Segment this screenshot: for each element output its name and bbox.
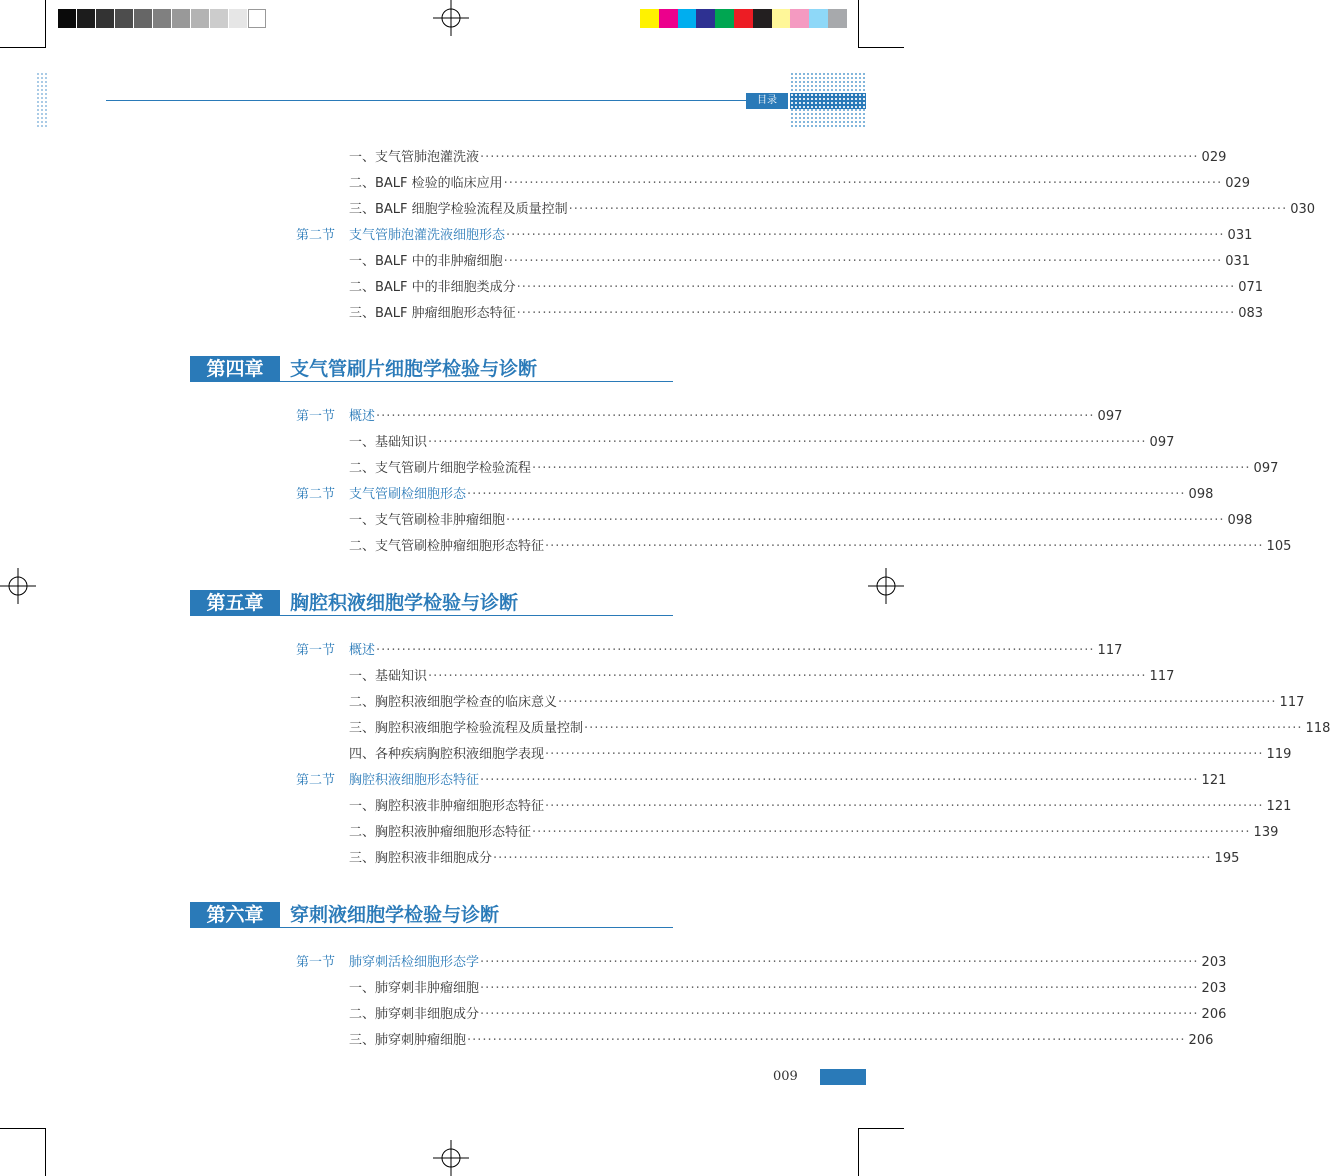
chapter-heading[interactable]	[190, 356, 673, 382]
color-swatch	[58, 9, 76, 28]
dot-leader: ············································································································································	[428, 669, 1147, 684]
entry-page-number: 139	[1253, 825, 1279, 840]
color-swatch	[696, 9, 715, 28]
chapter-rule	[280, 381, 673, 382]
registration-mark-icon	[0, 568, 36, 604]
toc-entry[interactable]	[349, 979, 1227, 999]
dot-leader: ············································································································································	[467, 487, 1186, 502]
entry-page-number: 097	[1253, 461, 1279, 476]
entry-title: 一、肺穿刺非肿瘤细胞	[349, 981, 480, 996]
entry-title: 三、肺穿刺肿瘤细胞	[349, 1033, 467, 1048]
toc-entry[interactable]	[349, 693, 1305, 713]
entry-page-number: 117	[1279, 695, 1305, 710]
entry-page-number: 097	[1149, 435, 1175, 450]
entry-page-number: 031	[1225, 254, 1251, 269]
entry-title: 一、BALF 中的非肿瘤细胞	[349, 254, 503, 269]
entry-page-number: 031	[1227, 228, 1253, 243]
entry-title: 二、支气管刷片细胞学检验流程	[349, 461, 532, 476]
dot-leader: ············································································································································	[503, 176, 1223, 191]
toc-section-entry[interactable]	[349, 407, 1123, 427]
color-swatch	[115, 9, 133, 28]
entry-page-number: 097	[1097, 409, 1123, 424]
toc-entry[interactable]	[349, 667, 1175, 687]
color-swatch	[828, 9, 847, 28]
entry-page-number: 105	[1266, 539, 1292, 554]
entry-title: 三、胸腔积液细胞学检验流程及质量控制	[349, 721, 584, 736]
entry-page-number: 118	[1305, 721, 1330, 736]
page-number: 009	[773, 1069, 798, 1084]
dot-leader: ············································································································································	[545, 747, 1264, 762]
entry-title: 二、BALF 中的非细胞类成分	[349, 280, 516, 295]
entry-page-number: 071	[1238, 280, 1264, 295]
entry-title: 支气管刷检细胞形态	[349, 487, 467, 502]
dot-leader: ············································································································································	[506, 228, 1225, 243]
dot-leader: ············································································································································	[376, 643, 1095, 658]
dot-leader: ············································································································································	[467, 1033, 1186, 1048]
toc-entry[interactable]	[349, 1031, 1214, 1051]
color-swatch	[134, 9, 152, 28]
entry-title: 一、基础知识	[349, 669, 428, 684]
color-swatch	[229, 9, 247, 28]
toc-entry[interactable]	[349, 537, 1292, 557]
toc-section-entry[interactable]	[349, 771, 1227, 791]
entry-title: 三、BALF 肿瘤细胞形态特征	[349, 306, 516, 321]
color-swatch	[172, 9, 190, 28]
chapter-rule	[280, 927, 673, 928]
registration-mark-icon	[433, 1140, 469, 1176]
dot-leader: ············································································································································	[532, 825, 1251, 840]
dot-leader: ············································································································································	[545, 539, 1264, 554]
color-swatch	[77, 9, 95, 28]
entry-title: 二、胸腔积液细胞学检查的临床意义	[349, 695, 558, 710]
entry-page-number: 029	[1225, 176, 1251, 191]
color-swatch	[753, 9, 772, 28]
toc-section-entry[interactable]	[349, 641, 1123, 661]
entry-title: 概述	[349, 643, 376, 658]
crop-mark	[0, 1128, 46, 1129]
dot-leader: ············································································································································	[503, 254, 1223, 269]
section-number: 第一节	[296, 955, 336, 970]
toc-entry[interactable]	[349, 433, 1175, 453]
crop-mark	[858, 1128, 859, 1176]
entry-page-number: 117	[1149, 669, 1175, 684]
chapter-title: 支气管刷片细胞学检验与诊断	[290, 358, 538, 380]
registration-mark-icon	[433, 0, 469, 36]
entry-page-number: 203	[1201, 955, 1227, 970]
toc-section-entry[interactable]	[349, 485, 1214, 505]
color-swatch	[790, 9, 809, 28]
toc-entry[interactable]	[349, 849, 1240, 869]
decorative-dot-pattern	[790, 93, 866, 109]
entry-page-number: 121	[1266, 799, 1292, 814]
header-rule	[106, 100, 746, 101]
toc-entry[interactable]	[349, 745, 1292, 765]
crop-mark	[858, 47, 904, 48]
entry-page-number: 030	[1290, 202, 1316, 217]
section-number: 第二节	[296, 487, 336, 502]
toc-section-entry[interactable]	[349, 226, 1253, 246]
section-number: 第一节	[296, 643, 336, 658]
chapter-rule	[280, 615, 673, 616]
dot-leader: ············································································································································	[376, 409, 1095, 424]
entry-page-number: 083	[1238, 306, 1264, 321]
toc-entry[interactable]	[349, 719, 1330, 739]
toc-entry[interactable]	[349, 823, 1279, 843]
toc-entry[interactable]	[349, 459, 1279, 479]
chapter-title: 穿刺液细胞学检验与诊断	[290, 904, 500, 926]
crop-mark	[858, 0, 859, 48]
chapter-label: 第四章	[190, 356, 280, 382]
entry-page-number: 119	[1266, 747, 1292, 762]
color-swatch	[734, 9, 753, 28]
registration-mark-icon	[868, 568, 904, 604]
entry-title: 四、各种疾病胸腔积液细胞学表现	[349, 747, 545, 762]
dot-leader: ············································································································································	[480, 150, 1199, 165]
toc-section-entry[interactable]	[349, 953, 1227, 973]
entry-page-number: 203	[1201, 981, 1227, 996]
dot-leader: ············································································································································	[568, 202, 1288, 217]
header-tab: 目录	[746, 93, 788, 109]
color-swatch	[248, 9, 266, 28]
dot-leader: ············································································································································	[480, 773, 1199, 788]
entry-page-number: 121	[1201, 773, 1227, 788]
section-number: 第二节	[296, 228, 336, 243]
color-swatch	[640, 9, 659, 28]
dot-leader: ············································································································································	[558, 695, 1277, 710]
dot-leader: ············································································································································	[428, 435, 1147, 450]
entry-title: 一、基础知识	[349, 435, 428, 450]
entry-page-number: 206	[1201, 1007, 1227, 1022]
dot-leader: ············································································································································	[493, 851, 1212, 866]
dot-leader: ············································································································································	[532, 461, 1251, 476]
toc-entry[interactable]	[349, 511, 1253, 531]
entry-title: 胸腔积液细胞形态特征	[349, 773, 480, 788]
dot-leader: ············································································································································	[480, 955, 1199, 970]
entry-title: 三、BALF 细胞学检验流程及质量控制	[349, 202, 568, 217]
dot-leader: ············································································································································	[584, 721, 1303, 736]
chapter-heading[interactable]	[190, 590, 673, 616]
entry-title: 三、胸腔积液非细胞成分	[349, 851, 493, 866]
entry-title: 肺穿刺活检细胞形态学	[349, 955, 480, 970]
dot-leader: ············································································································································	[516, 306, 1236, 321]
entry-title: 二、肺穿刺非细胞成分	[349, 1007, 480, 1022]
toc-entry[interactable]	[349, 278, 1264, 298]
chapter-title: 胸腔积液细胞学检验与诊断	[290, 592, 519, 614]
toc-entry[interactable]	[349, 174, 1251, 194]
dot-leader: ············································································································································	[516, 280, 1236, 295]
entry-page-number: 098	[1227, 513, 1253, 528]
entry-page-number: 029	[1201, 150, 1227, 165]
dot-leader: ············································································································································	[506, 513, 1225, 528]
dot-leader: ············································································································································	[545, 799, 1264, 814]
chapter-label: 第六章	[190, 902, 280, 928]
decorative-dot-pattern	[36, 72, 48, 128]
crop-mark	[858, 1128, 904, 1129]
section-number: 第一节	[296, 409, 336, 424]
toc-entry[interactable]	[349, 200, 1316, 220]
dot-leader: ············································································································································	[480, 981, 1199, 996]
entry-title: 支气管肺泡灌洗液细胞形态	[349, 228, 506, 243]
chapter-heading[interactable]	[190, 902, 673, 928]
color-swatch	[809, 9, 828, 28]
color-swatch	[210, 9, 228, 28]
crop-mark	[45, 1128, 46, 1176]
color-swatch	[153, 9, 171, 28]
dot-leader: ············································································································································	[480, 1007, 1199, 1022]
entry-title: 一、支气管刷检非肿瘤细胞	[349, 513, 506, 528]
color-swatch	[96, 9, 114, 28]
color-swatch	[659, 9, 678, 28]
toc-entry[interactable]	[349, 252, 1251, 272]
entry-page-number: 195	[1214, 851, 1240, 866]
chapter-label: 第五章	[190, 590, 280, 616]
toc-entry[interactable]	[349, 797, 1292, 817]
entry-page-number: 206	[1188, 1033, 1214, 1048]
color-swatch	[678, 9, 697, 28]
toc-entry[interactable]	[349, 148, 1227, 168]
color-swatch	[191, 9, 209, 28]
entry-title: 概述	[349, 409, 376, 424]
section-number: 第二节	[296, 773, 336, 788]
color-swatch	[772, 9, 791, 28]
entry-page-number: 117	[1097, 643, 1123, 658]
entry-title: 一、支气管肺泡灌洗液	[349, 150, 480, 165]
toc-entry[interactable]	[349, 1005, 1227, 1025]
entry-title: 二、支气管刷检肿瘤细胞形态特征	[349, 539, 545, 554]
color-swatch	[715, 9, 734, 28]
entry-title: 一、胸腔积液非肿瘤细胞形态特征	[349, 799, 545, 814]
crop-mark	[45, 0, 46, 48]
entry-page-number: 098	[1188, 487, 1214, 502]
entry-title: 二、BALF 检验的临床应用	[349, 176, 503, 191]
page-number-bar	[820, 1069, 866, 1085]
crop-mark	[0, 47, 46, 48]
toc-entry[interactable]	[349, 304, 1264, 324]
entry-title: 二、胸腔积液肿瘤细胞形态特征	[349, 825, 532, 840]
